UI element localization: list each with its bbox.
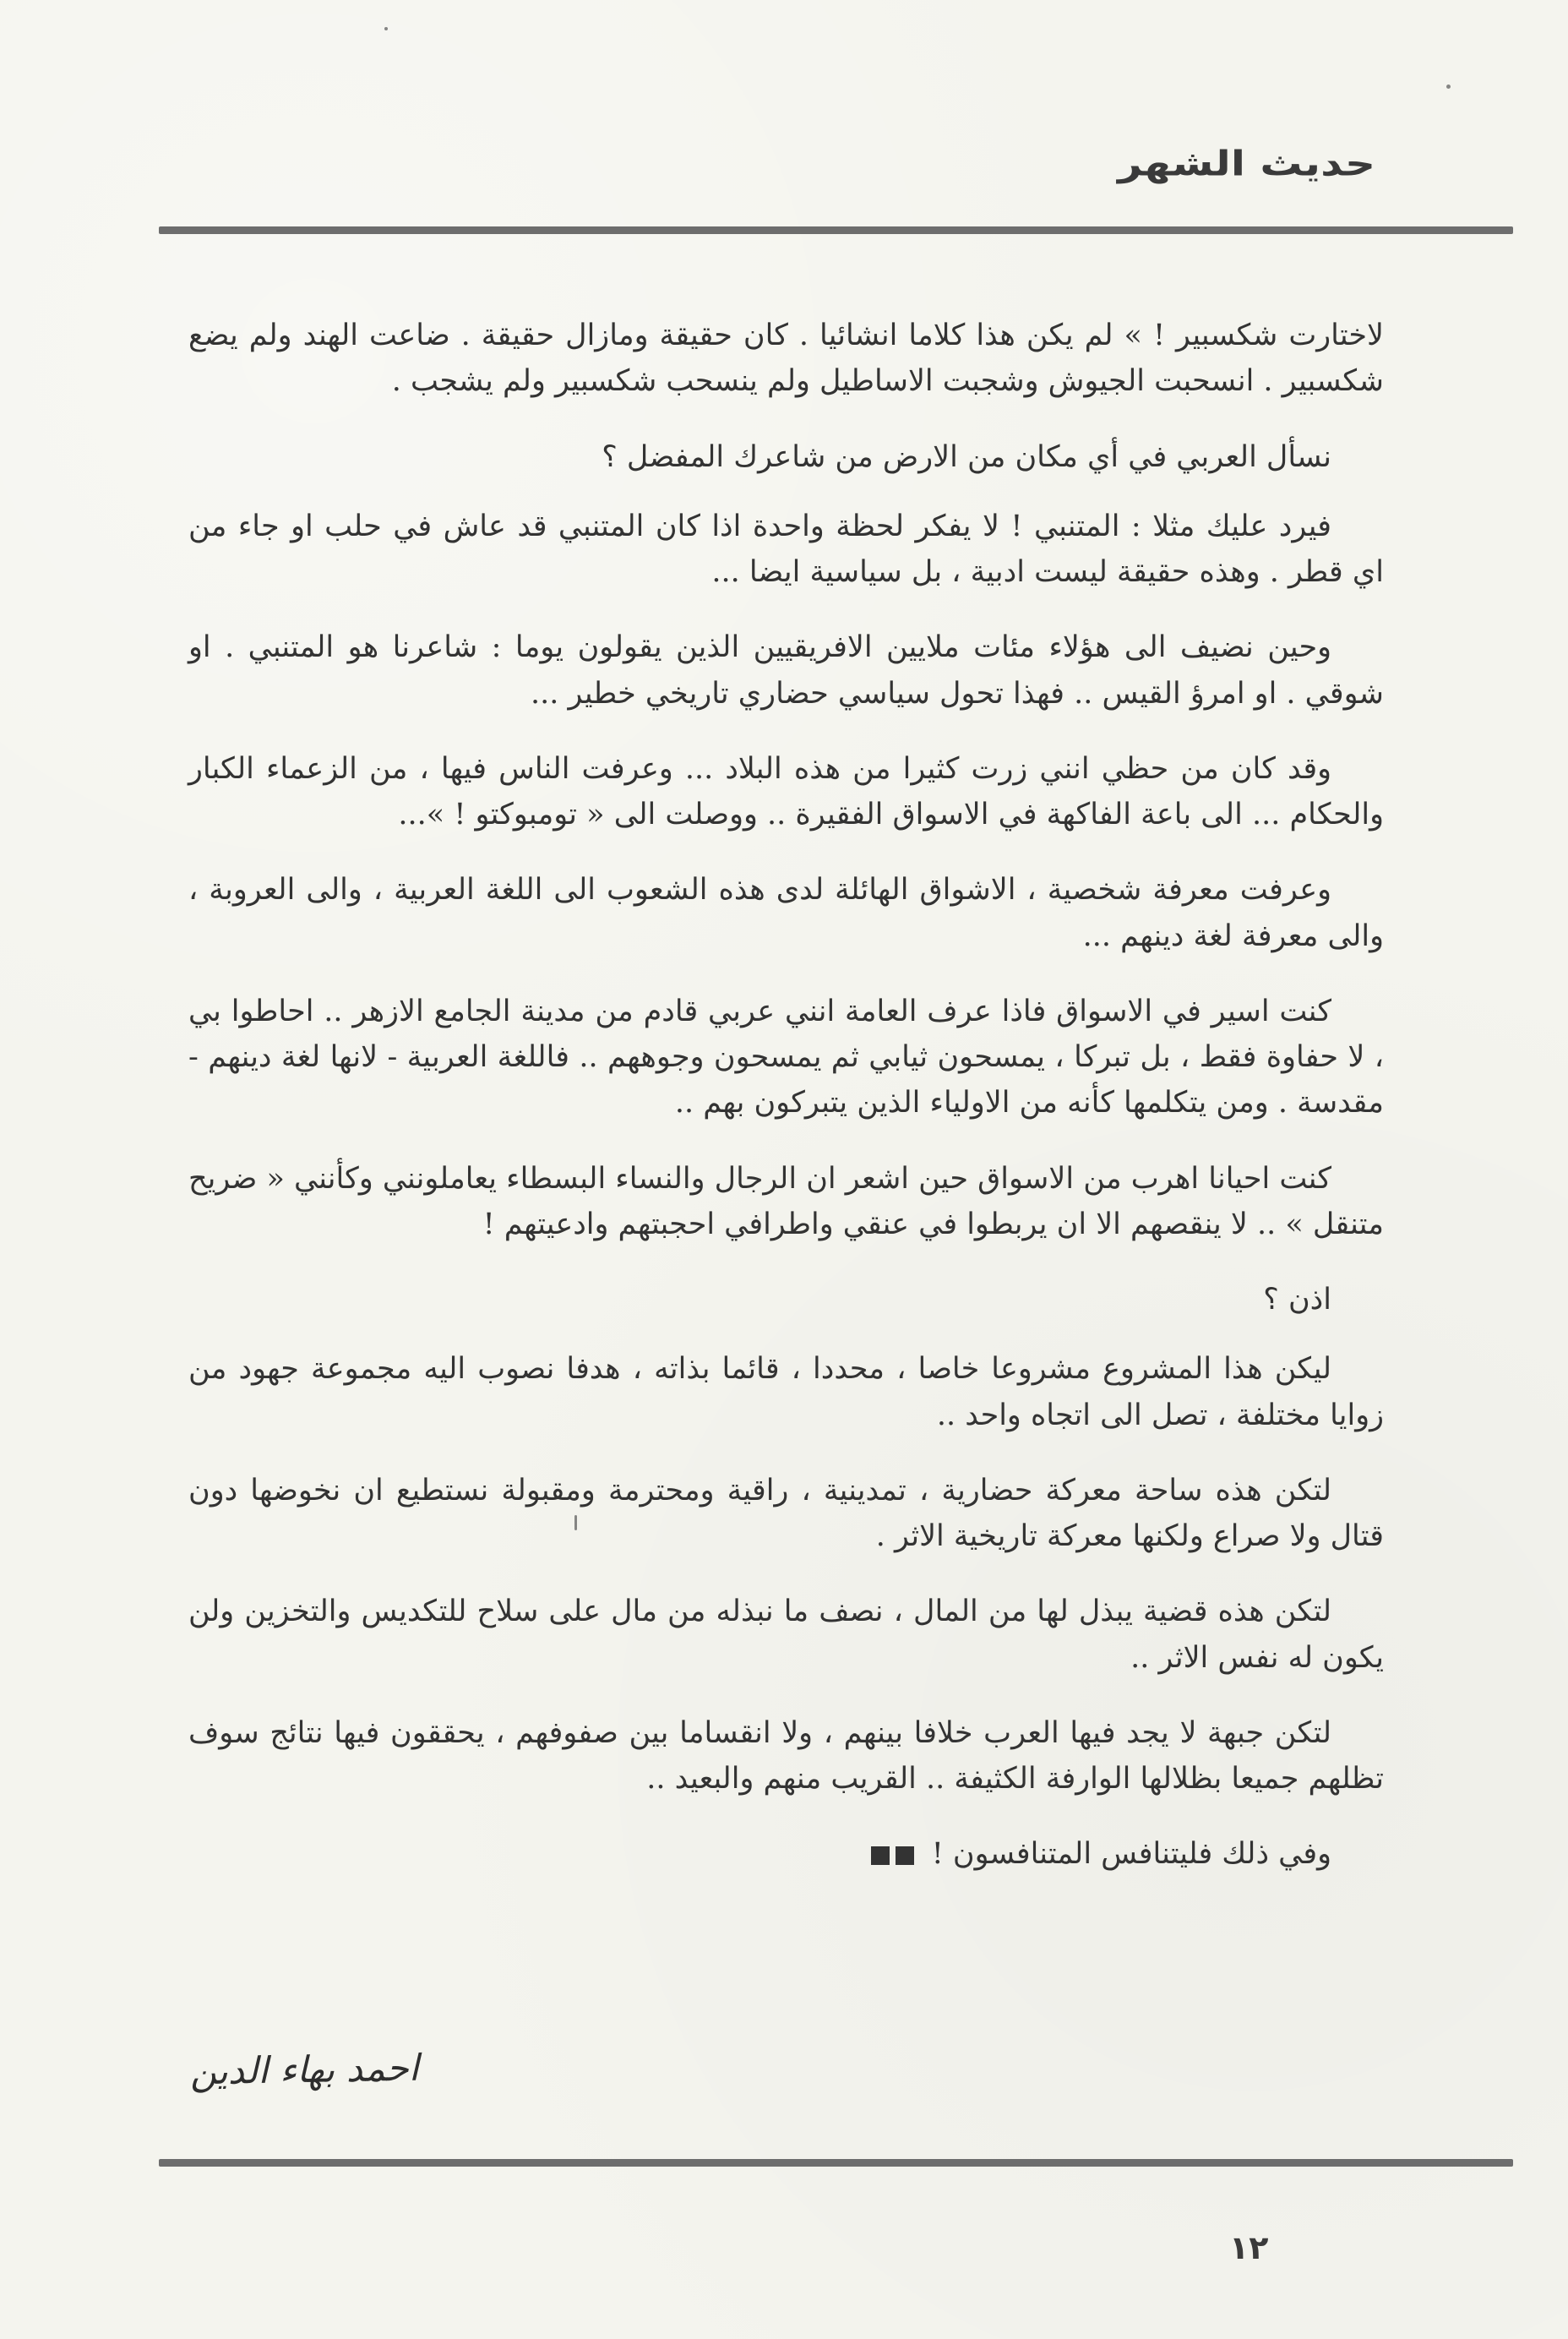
- article-paragraph: وقد كان من حظي انني زرت كثيرا من هذه البلاد ... وعرفت الناس فيها ، من الزعماء الكبار والحكام ... الى باعة الفاكهة في الاسواق الفقيرة .. ووصلت الى « تومبوكتو ! »...: [188, 751, 1384, 831]
- article-paragraph: كنت احيانا اهرب من الاسواق حين اشعر ان الرجال والنساء البسطاء يعاملونني وكأنني « ضريح متنقل » .. لا ينقصهم الا ان يربطوا في عنقي واطرافي احجبتهم وادعيتهم !: [188, 1161, 1384, 1241]
- page-number: ١٢: [1229, 2229, 1269, 2266]
- article-body: [188, 313, 1384, 1907]
- closing-line: [188, 1831, 1384, 1877]
- article-paragraph: كنت اسير في الاسواق فاذا عرف العامة انني عربي قادم من مدينة الجامع الازهر .. احاطوا بي ، لا حفاوة فقط ، بل تبركا ، يمسحون ثيابي ثم يمسحون وجوههم .. فاللغة العربية - لانها لغة دينهم - مقدسة . ومن يتكلمها كأنه من الاولياء الذين يتبركون بهم ..: [188, 994, 1384, 1120]
- end-square-icon: [896, 1846, 914, 1865]
- paper-speck: [1446, 85, 1451, 89]
- article-paragraph: اذن ؟: [1263, 1283, 1331, 1317]
- section-title: حديث الشهر: [1118, 144, 1375, 184]
- article-paragraph: وعرفت معرفة شخصية ، الاشواق الهائلة لدى هذه الشعوب الى اللغة العربية ، والى العروبة ، والى معرفة لغة دينهم ...: [188, 873, 1384, 953]
- article-paragraph: لتكن جبهة لا يجد فيها العرب خلافا بينهم ، ولا انقساما بين صفوفهم ، يحققون فيها نتائج سوف تظلهم جميعا بظلالها الوارفة الكثيفة .. القريب منهم والبعيد ..: [188, 1715, 1384, 1796]
- article-paragraph: لتكن هذه قضية يبذل لها من المال ، نصف ما نبذله من مال على سلاح للتكديس والتخزين ولن يكون له نفس الاثر ..: [188, 1595, 1384, 1675]
- article-paragraph: فيرد عليك مثلا : المتنبي ! لا يفكر لحظة واحدة اذا كان المتنبي قد عاش في حلب او جاء من اي قطر . وهذه حقيقة ليست ادبية ، بل سياسية ايضا ...: [188, 509, 1384, 589]
- author-signature: احمد بهاء الدين: [189, 2047, 420, 2094]
- article-paragraph: لتكن هذه ساحة معركة حضارية ، تمدينية ، راقية ومحترمة ومقبولة نستطيع ان نخوضها دون قتال ولا صراع ولكنها معركة تاريخية الاثر .: [188, 1473, 1384, 1553]
- closing-text: وفي ذلك فليتنافس المتنافسون !: [931, 1837, 1331, 1872]
- article-paragraph: وحين نضيف الى هؤلاء مئات ملايين الافريقيين الذين يقولون يوما : شاعرنا هو المتنبي . او شوقي . او امرؤ القيس .. فهذا تحول سياسي حضاري تاريخي خطير ...: [188, 630, 1384, 711]
- article-paragraph: لاختارت شكسبير ! » لم يكن هذا كلاما انشائيا . كان حقيقة ومازال حقيقة . ضاعت الهند ولم يضع شكسبير . انسحبت الجيوش وشجبت الاساطيل ولم ينسحب شكسبير ولم يشجب .: [188, 319, 1384, 399]
- end-square-icon: [871, 1846, 890, 1865]
- paper-speck: [384, 27, 388, 30]
- end-mark-icon: [871, 1846, 914, 1865]
- top-rule: [159, 226, 1513, 234]
- bottom-rule: [159, 2159, 1513, 2167]
- article-paragraph: ليكن هذا المشروع مشروعا خاصا ، محددا ، قائما بذاته ، هدفا نصوب اليه مجموعة جهود من زوايا مختلفة ، تصل الى اتجاه واحد ..: [188, 1352, 1384, 1432]
- article-paragraph: نسأل العربي في أي مكان من الارض من شاعرك المفضل ؟: [602, 439, 1331, 474]
